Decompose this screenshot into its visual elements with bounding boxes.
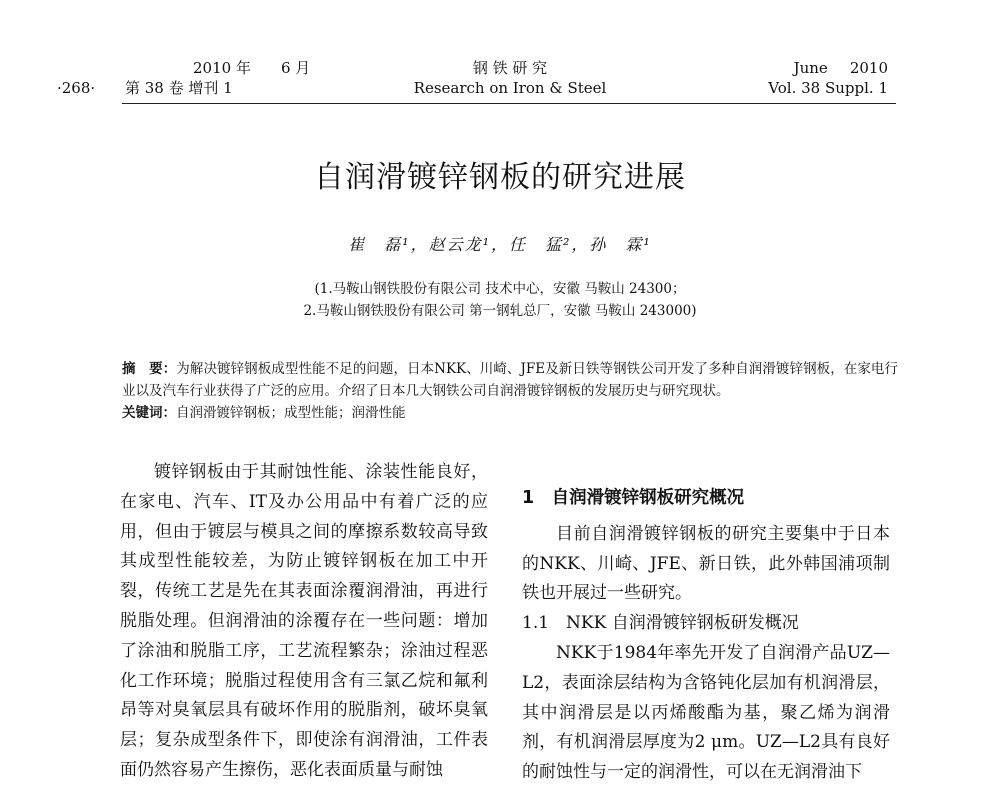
keywords-label: 关键词： [122,405,176,421]
affiliation-2: 2.马鞍山钢铁股份有限公司 第一钢轧总厂，安徽 马鞍山 243000) [303,303,697,319]
journal-name-en: Research on Iron & Steel [413,79,607,97]
body-column-left [120,458,488,786]
intro-paragraph: 镀锌钢板由于其耐蚀性能、涂装性能良好，在家电、汽车、IT及办公用品中有着广泛的应用，但由于镀层与模具之间的摩擦系数较高导致其成型性能较差，为防止镀锌钢板在加工中开裂，传统工艺是先在其表面涂覆润滑油，再进行脱脂处理。但润滑油的涂覆存在一些问题：增加了涂油和脱脂工序，工艺流程繁杂；涂油过程恶化工作环境；脱脂过程使用含有三氯乙烷和氟利昂等对臭氧层具有破坏作用的脱脂剂，破坏臭氧层；复杂成型条件下，即使涂有润滑油，工件表面仍然容易产生擦伤，恶化表面质量与耐蚀 [120,462,488,780]
affiliation-1: (1.马鞍山钢铁股份有限公司 技术中心，安徽 马鞍山 24300； [314,281,686,297]
journal-name-cn: 钢 铁 研 究 [472,59,548,77]
keywords-text: 自润滑镀锌钢板；成型性能；润滑性能 [176,405,406,421]
header-year: 2010 年 [193,59,251,77]
header-month: 6 月 [281,59,311,77]
paper-title: 自润滑镀锌钢板的研究进展 [314,160,686,195]
section-1-heading: 1 自润滑镀锌钢板研究概况 [522,488,745,508]
header-month-en: June [793,59,828,77]
running-header-left [57,58,311,98]
section-1-paragraph: 目前自润滑镀锌钢板的研究主要集中于日本的NKK、川崎、JFE、新日铁，此外韩国浦项制铁也开展过一些研究。 [522,523,890,604]
volume-issue: 第 38 卷 增刊 1 [125,79,233,97]
running-header-center [400,58,620,98]
affiliations [0,278,1000,322]
running-header-right [768,58,888,98]
page-number: ·268· [57,79,96,97]
header-year-en: 2010 [849,59,888,77]
abstract-text: 为解决镀锌钢板成型性能不足的问题，日本NKK、川崎、JFE及新日铁等钢铁公司开发了多种自润滑镀锌钢板，在家电行业以及汽车行业获得了广泛的应用。介绍了日本几大钢铁公司自润滑镀锌钢板的发展历史与研究现状。 [122,361,899,399]
header-rule [122,103,896,104]
abstract-block [122,358,898,424]
subsection-1-1-paragraph: NKK于1984年率先开发了自润滑产品UZ—L2，表面涂层结构为含铬钝化层加有机润滑层，其中润滑层是以丙烯酸酯为基，聚乙烯为润滑剂，有机润滑层厚度为2 μm。UZ—L2具有良好的耐蚀性与一定的润滑性，可以在无润滑油下 [522,642,890,783]
author-list: 崔 磊¹，赵云龙¹，任 猛²，孙 霖¹ [348,235,652,254]
subsection-1-1-heading: 1.1 NKK 自润滑镀锌钢板研发概况 [522,613,799,634]
abstract-label: 摘 要： [122,361,177,377]
body-column-right [522,458,890,788]
volume-issue-en: Vol. 38 Suppl. 1 [768,79,888,97]
